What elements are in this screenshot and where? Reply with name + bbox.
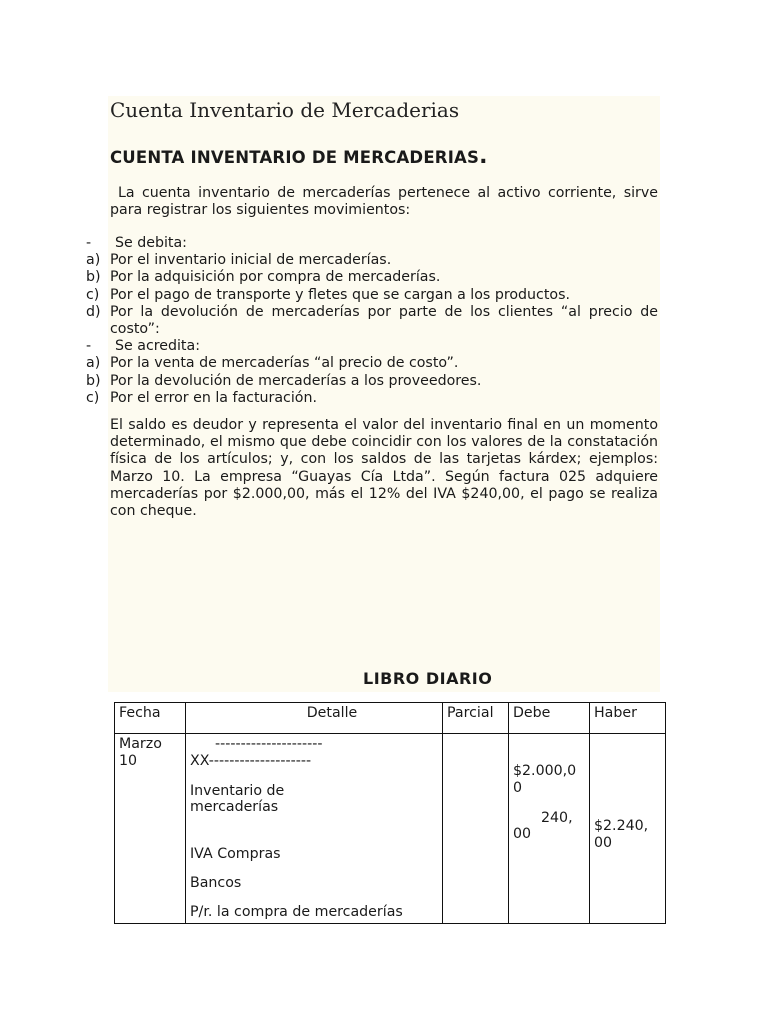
list-marker: a) — [86, 252, 101, 269]
header-detalle: Detalle — [186, 703, 443, 734]
intro-paragraph: La cuenta inventario de mercaderías pertenece al activo corriente, sirve para registrar los siguientes movimientos: — [110, 185, 658, 219]
list-marker: a) — [86, 355, 101, 372]
movements-list — [86, 235, 658, 407]
example-paragraph: El saldo es deudor y representa el valor del inventario final en un momento determinado, el mismo que debe coincidir con los valores de la constatación física de los artículos; y, con los saldos de las tarjetas kárdex; ejemplos: Marzo 10. La empresa “Guayas Cía Ltda”. Según factura 025 adquiere mercaderías por $2.000,00, más el 12% del IVA $240,00, el pago se realiza con cheque. — [110, 417, 658, 520]
debe-amount: 240, — [541, 809, 573, 826]
libro-diario-title: LIBRO DIARIO — [363, 669, 493, 688]
list-item — [86, 235, 658, 252]
entry-description: P/r. la compra de mercaderías — [190, 903, 403, 920]
header-parcial: Parcial — [443, 703, 509, 734]
list-item-text: Por el error en la facturación. — [110, 389, 317, 406]
list-item-text: Por la venta de mercaderías “al precio de costo”. — [110, 355, 459, 372]
account-inventario: mercaderías — [190, 799, 279, 816]
list-item-text: Se acredita: — [115, 338, 200, 355]
entry-separator: --------------------- — [215, 736, 323, 752]
list-marker: - — [86, 235, 92, 251]
table-row — [115, 734, 666, 924]
header-fecha: Fecha — [115, 703, 186, 734]
list-marker: c) — [86, 389, 100, 406]
cell-detalle — [186, 734, 443, 924]
list-item-text: Por la devolución de mercaderías a los proveedores. — [110, 372, 482, 389]
list-item-text: Por la adquisición por compra de mercaderías. — [110, 269, 441, 286]
haber-amount: 00 — [594, 834, 613, 851]
table-header-row — [115, 703, 666, 734]
list-item — [86, 252, 658, 269]
document-title: Cuenta Inventario de Mercaderias — [110, 98, 460, 122]
list-item — [86, 355, 658, 372]
haber-amount: $2.240, — [594, 818, 649, 834]
cell-debe — [509, 734, 590, 924]
list-marker: b) — [86, 269, 101, 286]
list-item-text: Por el inventario inicial de mercaderías. — [110, 252, 392, 269]
fecha-line: Marzo — [119, 736, 162, 752]
header-debe: Debe — [509, 703, 590, 734]
account-inventario: Inventario de — [190, 782, 285, 799]
list-item-text: Por la devolución de mercaderías por parte de los clientes “al precio de costo”: — [110, 303, 658, 338]
entry-number: XX-------------------- — [190, 752, 312, 769]
list-marker: b) — [86, 372, 101, 389]
list-item-text: Por el pago de transporte y fletes que se cargan a los productos. — [110, 286, 570, 303]
debe-amount: 00 — [513, 826, 532, 843]
cell-parcial — [443, 734, 509, 924]
fecha-line: 10 — [119, 752, 138, 769]
list-item — [86, 390, 658, 407]
section-heading-text: CUENTA INVENTARIO DE MERCADERIAS — [110, 148, 480, 167]
debe-amount: $2.000,0 — [513, 763, 577, 779]
list-marker: c) — [86, 286, 100, 303]
account-iva: IVA Compras — [190, 846, 281, 863]
list-marker: d) — [86, 303, 101, 320]
heading-dot: . — [479, 144, 488, 169]
list-item — [86, 338, 658, 355]
list-item — [86, 269, 658, 286]
account-bancos: Bancos — [190, 874, 242, 891]
debe-amount: 0 — [513, 779, 523, 796]
cell-fecha — [115, 734, 186, 924]
libro-diario-table — [114, 702, 666, 924]
list-item — [86, 287, 658, 304]
section-heading — [110, 144, 488, 169]
list-item — [86, 304, 658, 338]
list-item — [86, 373, 658, 390]
list-item-text: Se debita: — [115, 235, 187, 251]
cell-haber — [590, 734, 666, 924]
header-haber: Haber — [590, 703, 666, 734]
list-marker: - — [86, 338, 92, 355]
